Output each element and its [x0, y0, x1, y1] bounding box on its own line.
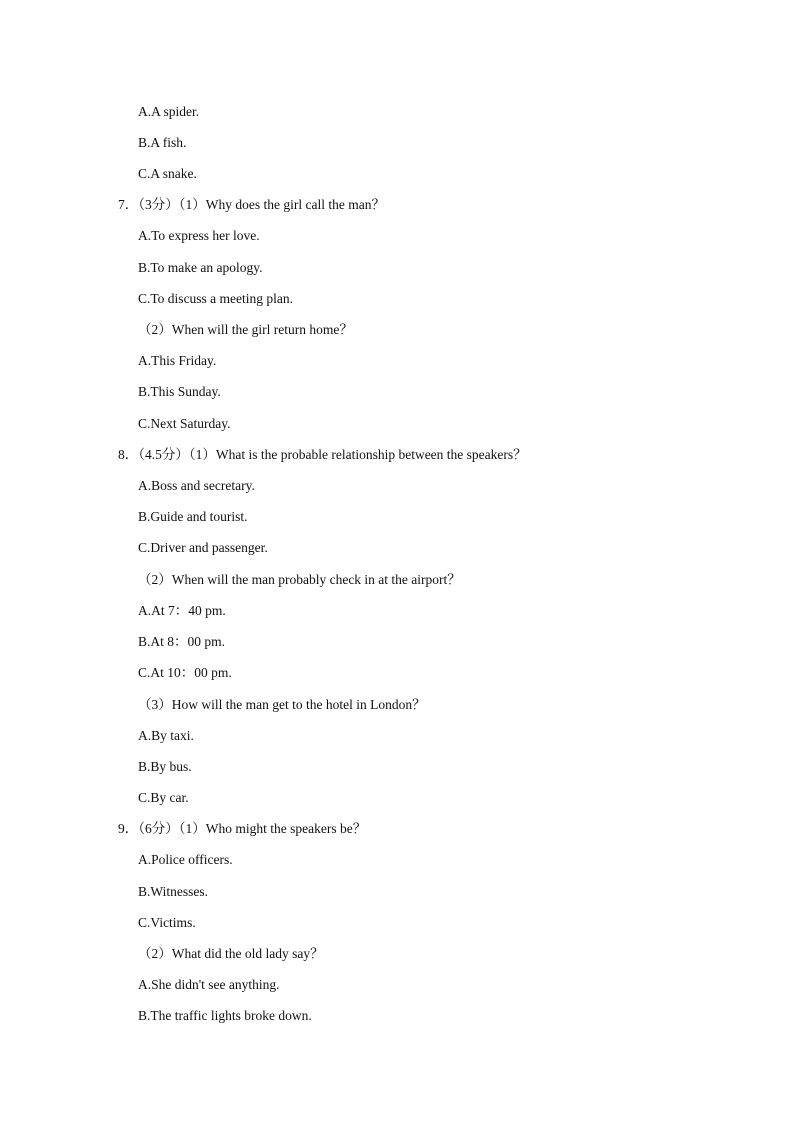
- question-8-part-3: （3）How will the man get to the hotel in London？: [138, 697, 426, 712]
- option-7-1-a: A.To express her love.: [138, 228, 260, 243]
- option-9-2-a: A.She didn't see anything.: [138, 977, 280, 992]
- option-9-2-b: B.The traffic lights broke down.: [138, 1008, 312, 1023]
- question-8-part-2: （2）When will the man probably check in at the airport？: [138, 572, 461, 587]
- option-7-2-c: C.Next Saturday.: [138, 416, 231, 431]
- option-7-2-b: B.This Sunday.: [138, 384, 221, 399]
- option-8-1-b: B.Guide and tourist.: [138, 509, 248, 524]
- option-8-1-a: A.Boss and secretary.: [138, 478, 255, 493]
- option-7-2-a: A.This Friday.: [138, 353, 217, 368]
- option-6-c: C.A snake.: [138, 166, 197, 181]
- option-8-3-b: B.By bus.: [138, 759, 192, 774]
- option-9-1-a: A.Police officers.: [138, 852, 233, 867]
- option-8-1-c: C.Driver and passenger.: [138, 540, 268, 555]
- option-9-1-c: C.Victims.: [138, 915, 196, 930]
- question-8-part-1: 8．（4.5分）（1）What is the probable relationship between the speakers？: [118, 447, 527, 462]
- option-6-b: B.A fish.: [138, 135, 187, 150]
- option-8-3-c: C.By car.: [138, 790, 189, 805]
- option-8-3-a: A.By taxi.: [138, 728, 194, 743]
- question-7-part-1: 7．（3分）（1）Why does the girl call the man？: [118, 197, 385, 212]
- option-6-a: A.A spider.: [138, 104, 200, 119]
- option-8-2-a: A.At 7：40 pm.: [138, 603, 226, 618]
- option-7-1-b: B.To make an apology.: [138, 260, 263, 275]
- option-7-1-c: C.To discuss a meeting plan.: [138, 291, 294, 306]
- question-9-part-1: 9．（6分）（1）Who might the speakers be？: [118, 821, 367, 836]
- option-9-1-b: B.Witnesses.: [138, 884, 208, 899]
- question-7-part-2: （2）When will the girl return home？: [138, 322, 353, 337]
- question-9-part-2: （2）What did the old lady say？: [138, 946, 324, 961]
- option-8-2-b: B.At 8：00 pm.: [138, 634, 226, 649]
- option-8-2-c: C.At 10：00 pm.: [138, 665, 232, 680]
